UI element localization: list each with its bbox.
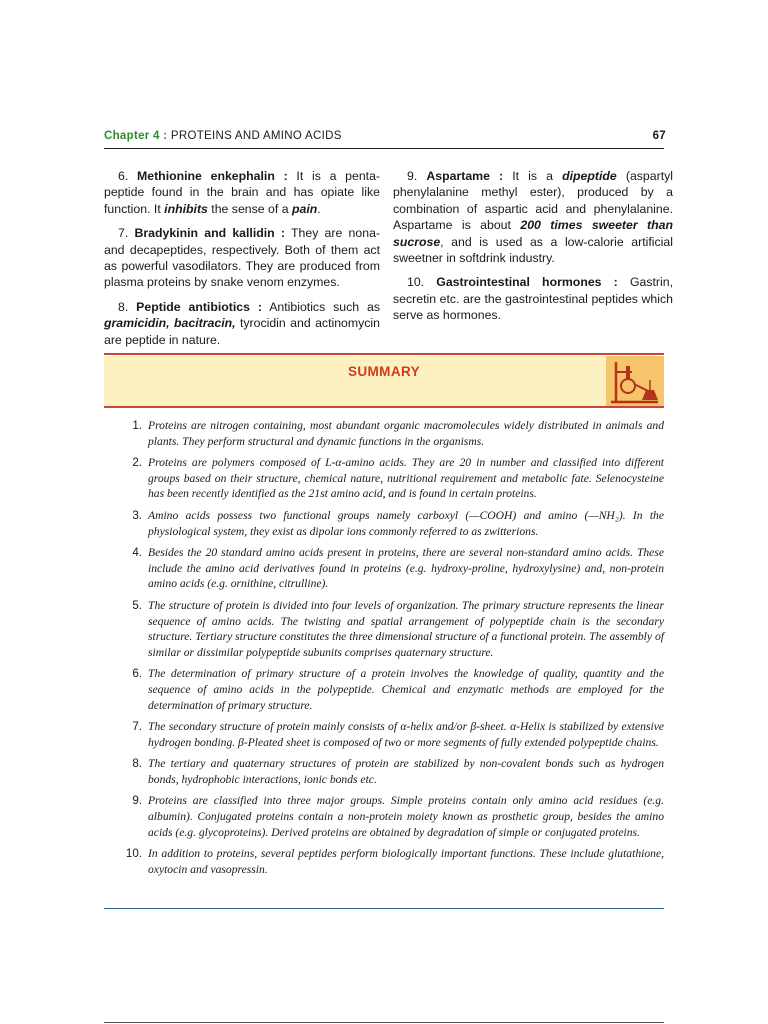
emphasis-text: gramicidin,: [104, 316, 170, 331]
paragraph-text: the sense of a: [207, 201, 292, 216]
emphasis-text: bacitracin,: [174, 316, 236, 331]
paragraph-text: tyrocidin and actinomycin are peptide in nature.: [104, 316, 381, 347]
emphasis-text: inhibits: [164, 201, 208, 216]
summary-end-rule: [104, 908, 664, 909]
paragraph-text: .: [317, 201, 321, 216]
running-header: [104, 130, 664, 146]
lab-apparatus-icon: [606, 356, 664, 406]
summary-item: 5. The structure of protein is divided into four levels of organization. The primary structure represents the linear sequence of amino acids. The twisting and spatial arrangement of polypeptide chain is the secondary structure. Tertiary structure constitutes the three dimensional structure of a functional protein. The assembly of similar or dissimilar polypeptide subunits comprises quaternary structure.: [132, 598, 664, 659]
summary-item: 7. The secondary structure of protein mainly consists of α-helix and/or β-sheet. α-Helix is stabilized by extensive hydrogen bonding. β-Pleated sheet is composed of two or more segments of fully extended polypeptide chains.: [132, 720, 664, 749]
paragraph-text: They are nona-and decapeptides, respectively. Both of them act as powerful vasodilators. They are produced from plasma proteins by snake venom enzymes.: [104, 226, 381, 290]
summary-item: 3. Amino acids possess two functional groups namely carboxyl (—COOH) and amino (—NH₂). In the physiological system, they exist as dipolar ions commonly referred to as zwitterions.: [132, 508, 664, 538]
paragraph-7: [104, 225, 380, 291]
summary-list: [104, 418, 664, 883]
summary-bottom-rule: [104, 406, 664, 408]
summary-item: 1. Proteins are nitrogen containing, most abundant organic macromolecules widely distributed in animals and plants. They perform structural and dynamic functions in the organisms.: [132, 419, 664, 448]
paragraph-10: [393, 274, 673, 323]
paragraph-text: (aspartyl phenylalanine methyl ester), produced by a combination of aspartic acid and phenylalanine. Aspartame is about: [393, 169, 674, 233]
summary-item: 6. The determination of primary structure of a protein involves the knowledge of quality, quantity and the sequence of amino acids in the polypeptide. Chemical and enzymatic methods are employed for the determination of primary structure.: [132, 667, 664, 712]
term-heading: Aspartame :: [426, 169, 504, 183]
chapter-label: Chapter 4 :: [104, 130, 168, 142]
item-number: 7.: [118, 226, 129, 241]
term-heading: Methionine enkephalin :: [137, 169, 288, 183]
summary-item: 10. In addition to proteins, several peptides perform biologically important functions. These include glutathione, oxytocin and vasopressin.: [125, 847, 664, 876]
item-number: 6.: [118, 169, 129, 183]
item-number: 9.: [407, 169, 418, 183]
term-heading: Peptide antibiotics :: [136, 299, 262, 314]
paragraph-6: [104, 168, 380, 217]
paragraph-text: Antibiotics such as: [261, 299, 380, 314]
summary-item: 4. Besides the 20 standard amino acids present in proteins, there are several non-standard amino acids. These include the amino acid derivatives found in proteins (e.g. hydroxy-proline, hydroxylysine) and, non-protein amino acids (e.g. ornithine, citrulline).: [132, 546, 664, 591]
item-number: 10.: [407, 275, 425, 290]
paragraph-8: [104, 299, 380, 348]
emphasis-text: pain: [291, 201, 318, 216]
left-column: [104, 168, 380, 356]
summary-title: SUMMARY: [347, 364, 421, 379]
header-rule: [104, 148, 664, 149]
emphasis-text: 200 times sweeter than sucrose: [393, 218, 673, 249]
term-heading: Bradykinin and kallidin :: [134, 226, 286, 241]
footer-rule: [104, 1022, 664, 1023]
summary-top-rule: [104, 353, 664, 355]
right-column: [393, 168, 673, 332]
paragraph-9: [393, 168, 673, 266]
paragraph-text: It is a penta-peptide found in the brain and has opiate like function. It: [104, 169, 381, 216]
summary-item: 2. Proteins are polymers composed of L-α-amino acids. They are 20 in number and classified into different groups based on their structure, chemical nature, nutritional requirement and metabolic fate. Selenocysteine has been recently identified as the 21st amino acid, and is found in certain proteins.: [132, 456, 664, 501]
paragraph-text: Gastrin, secretin etc. are the gastrointestinal peptides which serve as hormones.: [393, 275, 673, 323]
paragraph-text: , and is used as a low-calorie artificial sweetner in softdrink industry.: [393, 234, 673, 266]
paragraph-text: It is a: [503, 169, 563, 183]
summary-item: 8. The tertiary and quaternary structures of protein are stabilized by non-covalent bonds such as hydrogen bonds, hydrophobic interactions, ionic bonds etc.: [132, 757, 664, 786]
emphasis-text: dipeptide: [562, 169, 617, 183]
summary-header: [104, 356, 664, 406]
term-heading: Gastrointestinal hormones :: [436, 275, 618, 290]
chapter-title: PROTEINS AND AMINO ACIDS: [170, 130, 342, 142]
summary-item: 9. Proteins are classified into three major groups. Simple proteins contain only amino acid residues (e.g. albumin). Conjugated proteins contain a non-protein moiety known as prosthetic group, besides the amino acids (e.g. glycoproteins). Derived proteins are obtained by degradation of simple or conjugated proteins.: [132, 794, 664, 839]
page-number: 67: [652, 130, 666, 142]
item-number: 8.: [118, 299, 129, 314]
